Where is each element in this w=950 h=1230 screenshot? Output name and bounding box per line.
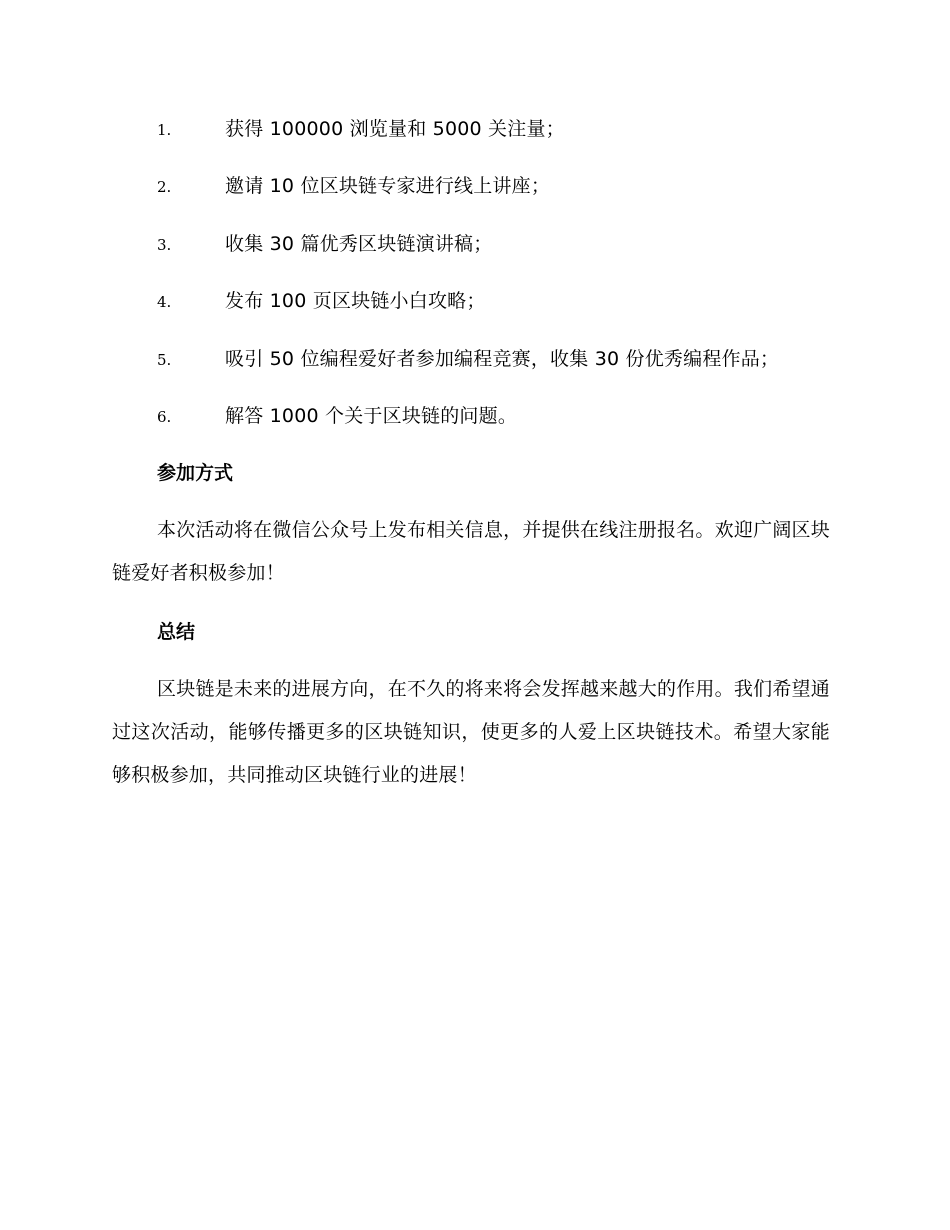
list-item-text: 邀请 10 位区块链专家进行线上讲座；	[225, 175, 551, 198]
list-item-number: 5.	[157, 350, 172, 369]
list-item-number: 3.	[157, 235, 172, 254]
goals-list	[157, 112, 857, 456]
list-item	[157, 227, 857, 284]
list-item	[157, 112, 857, 169]
list-item	[157, 284, 857, 341]
participation-paragraph: 本次活动将在微信公众号上发布相关信息，并提供在线注册报名。欢迎广阔区块链爱好者积极参加！	[112, 519, 830, 584]
list-item-number: 1.	[157, 121, 172, 139]
list-item-number: 4.	[157, 293, 172, 312]
list-item-text: 解答 1000 个关于区块链的问题。	[225, 404, 518, 427]
summary-paragraph: 区块链是未来的进展方向，在不久的将来将会发挥越来越大的作用。我们希望通过这次活动，能够传播更多的区块链知识，使更多的人爱上区块链技术。希望大家能够积极参加，共同推动区块链行业的进展！	[112, 678, 830, 786]
list-item-text: 获得 100000 浏览量和 5000 关注量；	[225, 118, 565, 140]
list-item	[157, 169, 857, 226]
list-item-text: 发布 100 页区块链小白攻略；	[225, 290, 486, 313]
list-item-text: 收集 30 篇优秀区块链演讲稿；	[225, 232, 493, 255]
list-item	[157, 342, 857, 399]
list-item-number: 6.	[157, 407, 172, 426]
list-item-text: 吸引 50 位编程爱好者参加编程竞赛，收集 30 份优秀编程作品；	[225, 347, 780, 370]
summary-heading: 总结	[157, 621, 196, 643]
participation-heading: 参加方式	[157, 462, 234, 484]
list-item	[157, 399, 857, 456]
list-item-number: 2.	[157, 178, 172, 197]
